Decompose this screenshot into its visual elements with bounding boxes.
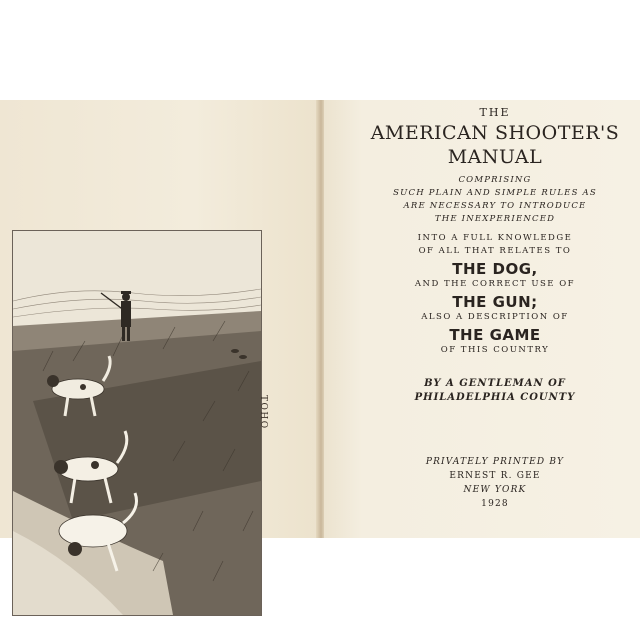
comprising-line: THE INEXPERIENCED [434, 214, 556, 224]
of-country-line: OF THIS COUNTRY [440, 345, 550, 355]
into-line: INTO A FULL KNOWLEDGE [417, 233, 573, 243]
comprising-line: COMPRISING [458, 175, 532, 185]
title-line-2: MANUAL [447, 146, 543, 168]
comprising-block [370, 174, 620, 226]
plate-caption: TOHO [258, 395, 268, 430]
engraving-plate [12, 230, 262, 616]
also-description-line: ALSO A DESCRIPTION OF [421, 312, 569, 322]
title-page-text [370, 106, 620, 511]
title-the: THE [479, 106, 511, 119]
printed-by-line: PRIVATELY PRINTED BY [425, 457, 565, 467]
printer-name: ERNEST R. GEE [449, 471, 541, 481]
left-page-frontispiece [0, 100, 322, 538]
the-gun-heading: THE GUN; [452, 293, 538, 311]
the-game-heading: THE GAME [449, 326, 541, 344]
city-line: NEW YORK [463, 485, 527, 495]
the-dog-heading: THE DOG, [452, 260, 538, 278]
author-block [370, 377, 620, 405]
into-line: OF ALL THAT RELATES TO [418, 246, 572, 256]
title-line-1: AMERICAN SHOOTER'S [370, 122, 620, 144]
author-line: PHILADELPHIA COUNTY [414, 392, 576, 403]
comprising-line: SUCH PLAIN AND SIMPLE RULES AS [393, 188, 597, 198]
year-line: 1928 [481, 499, 509, 509]
imprint-block [370, 455, 620, 511]
hunting-scene-illustration [13, 231, 261, 615]
and-correct-line: AND THE CORRECT USE OF [414, 279, 576, 289]
comprising-line: ARE NECESSARY TO INTRODUCE [403, 201, 587, 211]
author-line: BY A GENTLEMAN OF [424, 378, 566, 389]
